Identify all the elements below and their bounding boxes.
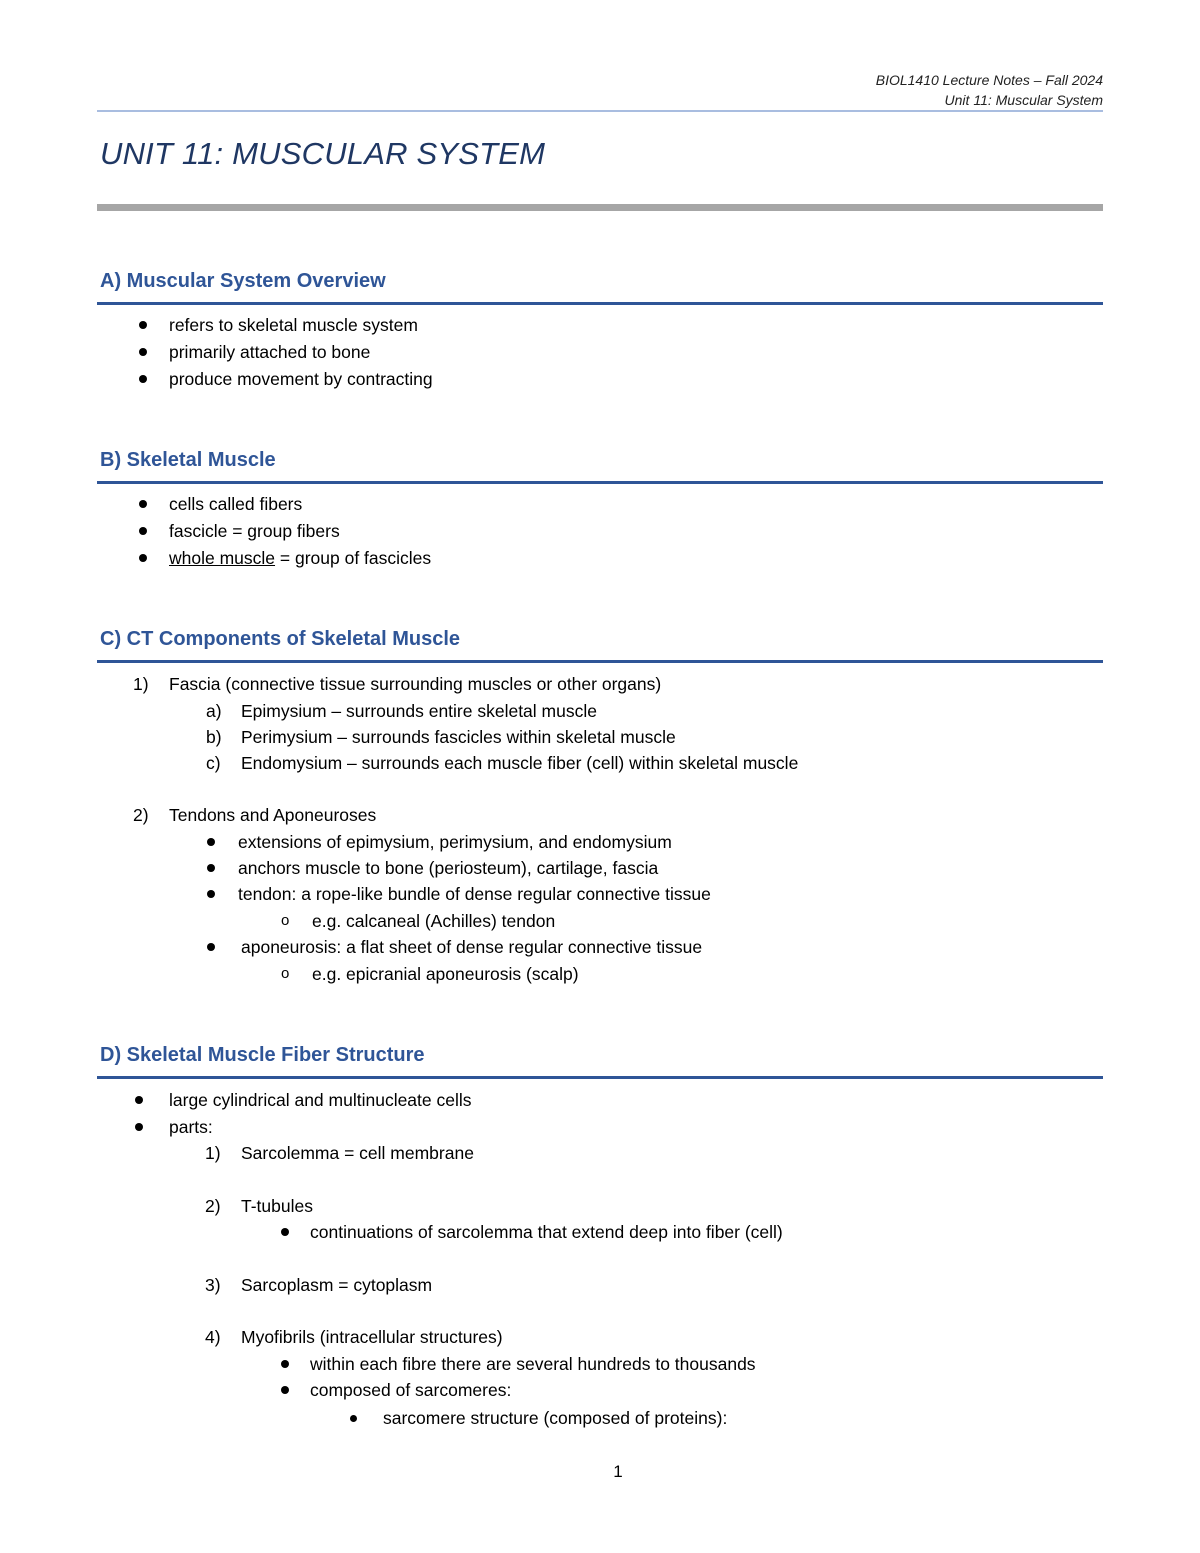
list-letter: a)	[206, 701, 222, 721]
list-item: fascicle = group fibers	[169, 521, 340, 541]
list-item: anchors muscle to bone (periosteum), cartilage, fascia	[238, 858, 659, 878]
bullet-icon	[139, 554, 147, 562]
bullet-icon	[135, 1096, 143, 1104]
bullet-icon	[281, 1228, 289, 1236]
list-number: 1)	[133, 674, 149, 694]
section-a-heading	[97, 266, 1103, 305]
bullet-icon	[139, 527, 147, 535]
list-item: tendon: a rope-like bundle of dense regular connective tissue	[238, 884, 711, 904]
list-item: Endomysium – surrounds each muscle fiber (cell) within skeletal muscle	[241, 753, 799, 773]
list-item: Sarcolemma = cell membrane	[241, 1143, 474, 1163]
bullet-icon	[281, 1360, 289, 1368]
list-item: Epimysium – surrounds entire skeletal muscle	[241, 701, 597, 721]
circle-bullet-icon: o	[281, 912, 290, 929]
header-unit: Unit 11: Muscular System	[944, 92, 1103, 108]
list-number: 2)	[133, 805, 149, 825]
bullet-icon	[135, 1123, 143, 1131]
circle-bullet-icon: o	[281, 965, 290, 982]
list-item: composed of sarcomeres:	[310, 1380, 512, 1400]
list-item: Fascia (connective tissue surrounding muscles or other organs)	[169, 674, 662, 694]
underlined-term: whole muscle	[169, 548, 276, 568]
bullet-icon	[139, 348, 147, 356]
list-letter: c)	[206, 753, 221, 773]
list-item: sarcomere structure (composed of proteins):	[383, 1408, 728, 1428]
section-c-heading	[97, 624, 1103, 663]
bullet-icon	[139, 375, 147, 383]
section-a-heading-text: A) Muscular System Overview	[100, 270, 386, 292]
page-number: 1	[613, 1462, 623, 1481]
bullet-icon	[350, 1415, 357, 1422]
list-item: e.g. calcaneal (Achilles) tendon	[312, 911, 556, 931]
list-item: T-tubules	[241, 1196, 313, 1216]
section-b-heading	[97, 445, 1103, 484]
list-item: Sarcoplasm = cytoplasm	[241, 1275, 433, 1295]
section-b-heading-text: B) Skeletal Muscle	[100, 449, 276, 471]
list-item: large cylindrical and multinucleate cells	[169, 1090, 472, 1110]
list-item	[169, 547, 431, 569]
header-course: BIOL1410 Lecture Notes – Fall 2024	[875, 72, 1103, 88]
list-item: aponeurosis: a flat sheet of dense regular connective tissue	[241, 937, 703, 957]
section-d-heading	[97, 1040, 1103, 1079]
bullet-icon	[207, 890, 215, 898]
title-rule	[97, 204, 1103, 211]
list-number: 4)	[205, 1327, 221, 1347]
list-item: e.g. epicranial aponeurosis (scalp)	[312, 964, 579, 984]
list-item: Perimysium – surrounds fascicles within skeletal muscle	[241, 727, 676, 747]
list-item: cells called fibers	[169, 494, 303, 514]
running-header	[876, 70, 1103, 110]
list-item: Tendons and Aponeuroses	[169, 805, 377, 825]
list-item: extensions of epimysium, perimysium, and endomysium	[238, 832, 672, 852]
bullet-icon	[139, 321, 147, 329]
list-item: within each fibre there are several hundreds to thousands	[310, 1354, 756, 1374]
list-item: Myofibrils (intracellular structures)	[241, 1327, 503, 1347]
list-item: produce movement by contracting	[169, 369, 433, 389]
list-letter: b)	[206, 727, 222, 747]
list-number: 2)	[205, 1196, 221, 1216]
list-item: primarily attached to bone	[169, 342, 371, 362]
list-number: 1)	[205, 1143, 221, 1163]
bullet-icon	[207, 943, 215, 951]
list-item-text: = group of fascicles	[275, 548, 432, 568]
header-rule	[97, 110, 1103, 112]
bullet-icon	[139, 500, 147, 508]
list-item: refers to skeletal muscle system	[169, 315, 418, 335]
section-c-heading-text: C) CT Components of Skeletal Muscle	[100, 628, 461, 650]
section-d-heading-text: D) Skeletal Muscle Fiber Structure	[100, 1044, 425, 1066]
list-item: parts:	[169, 1117, 213, 1137]
page-title: UNIT 11: MUSCULAR SYSTEM	[100, 136, 546, 171]
bullet-icon	[281, 1386, 289, 1394]
bullet-icon	[207, 864, 215, 872]
list-item: continuations of sarcolemma that extend deep into fiber (cell)	[310, 1222, 783, 1242]
list-number: 3)	[205, 1275, 221, 1295]
bullet-icon	[207, 838, 215, 846]
